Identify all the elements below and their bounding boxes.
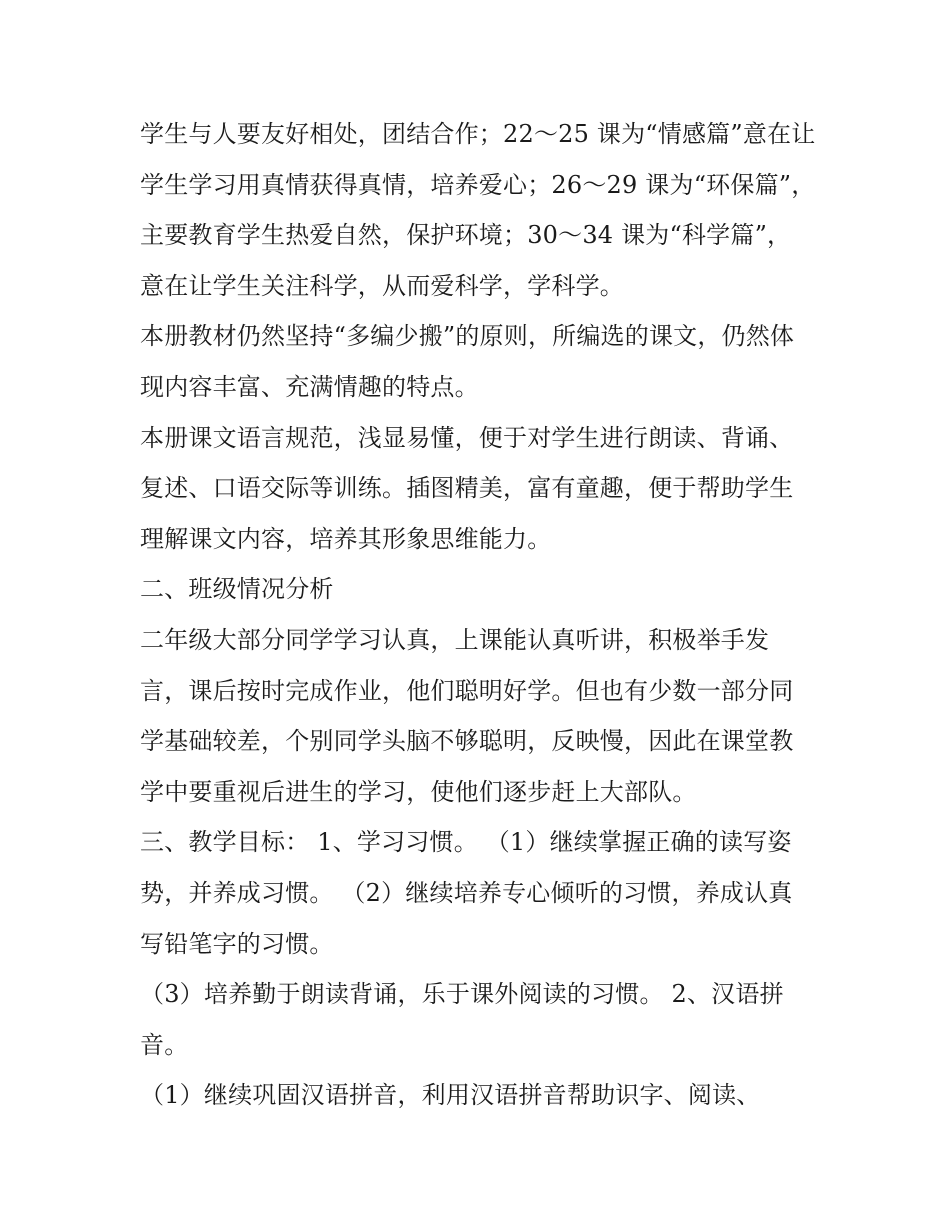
text-line: 音。 xyxy=(140,1030,189,1059)
text-line: 学基础较差，个别同学头脑不够聪明，反映慢，因此在课堂教 xyxy=(140,727,794,756)
text-line: 势，并养成习惯。 （2）继续培养专心倾听的习惯，养成认真 xyxy=(140,878,793,907)
text-line: 学中要重视后进生的学习，使他们逐步赶上大部队。 xyxy=(140,777,697,806)
text-line: （3）培养勤于朗读背诵，乐于课外阅读的习惯。 2、汉语拼 xyxy=(140,980,784,1009)
document-body xyxy=(140,109,820,1121)
text-line: 主要教育学生热爱自然，保护环境；30～34 课为“科学篇”， xyxy=(140,221,792,250)
text-line: 意在让学生关注科学，从而爱科学，学科学。 xyxy=(140,271,624,300)
text-line: 写铅笔字的习惯。 xyxy=(140,929,334,958)
text-line: 学生学习用真情获得真情，培养爱心；26～29 课为“环保篇”， xyxy=(140,170,816,199)
section-heading: 二、班级情况分析 xyxy=(140,575,334,604)
text-line: （1）继续巩固汉语拼音，利用汉语拼音帮助识字、阅读、 xyxy=(140,1081,761,1110)
text-line: 现内容丰富、充满情趣的特点。 xyxy=(140,372,479,401)
text-line: 学生与人要友好相处，团结合作；22～25 课为“情感篇”意在让 xyxy=(140,120,816,148)
text-line: 本册课文语言规范，浅显易懂，便于对学生进行朗读、背诵、 xyxy=(140,423,794,452)
text-line: 复述、口语交际等训练。插图精美，富有童趣，便于帮助学生 xyxy=(140,474,794,503)
text-line: 本册教材仍然坚持“多编少搬”的原则，所编选的课文，仍然体 xyxy=(140,322,795,351)
text-line: 三、教学目标： 1、学习习惯。 （1）继续掌握正确的读写姿 xyxy=(140,828,792,857)
text-line: 二年级大部分同学学习认真，上课能认真听讲，积极举手发 xyxy=(140,625,770,654)
text-line: 言，课后按时完成作业，他们聪明好学。但也有少数一部分同 xyxy=(140,676,794,705)
text-line: 理解课文内容，培养其形象思维能力。 xyxy=(140,524,552,553)
